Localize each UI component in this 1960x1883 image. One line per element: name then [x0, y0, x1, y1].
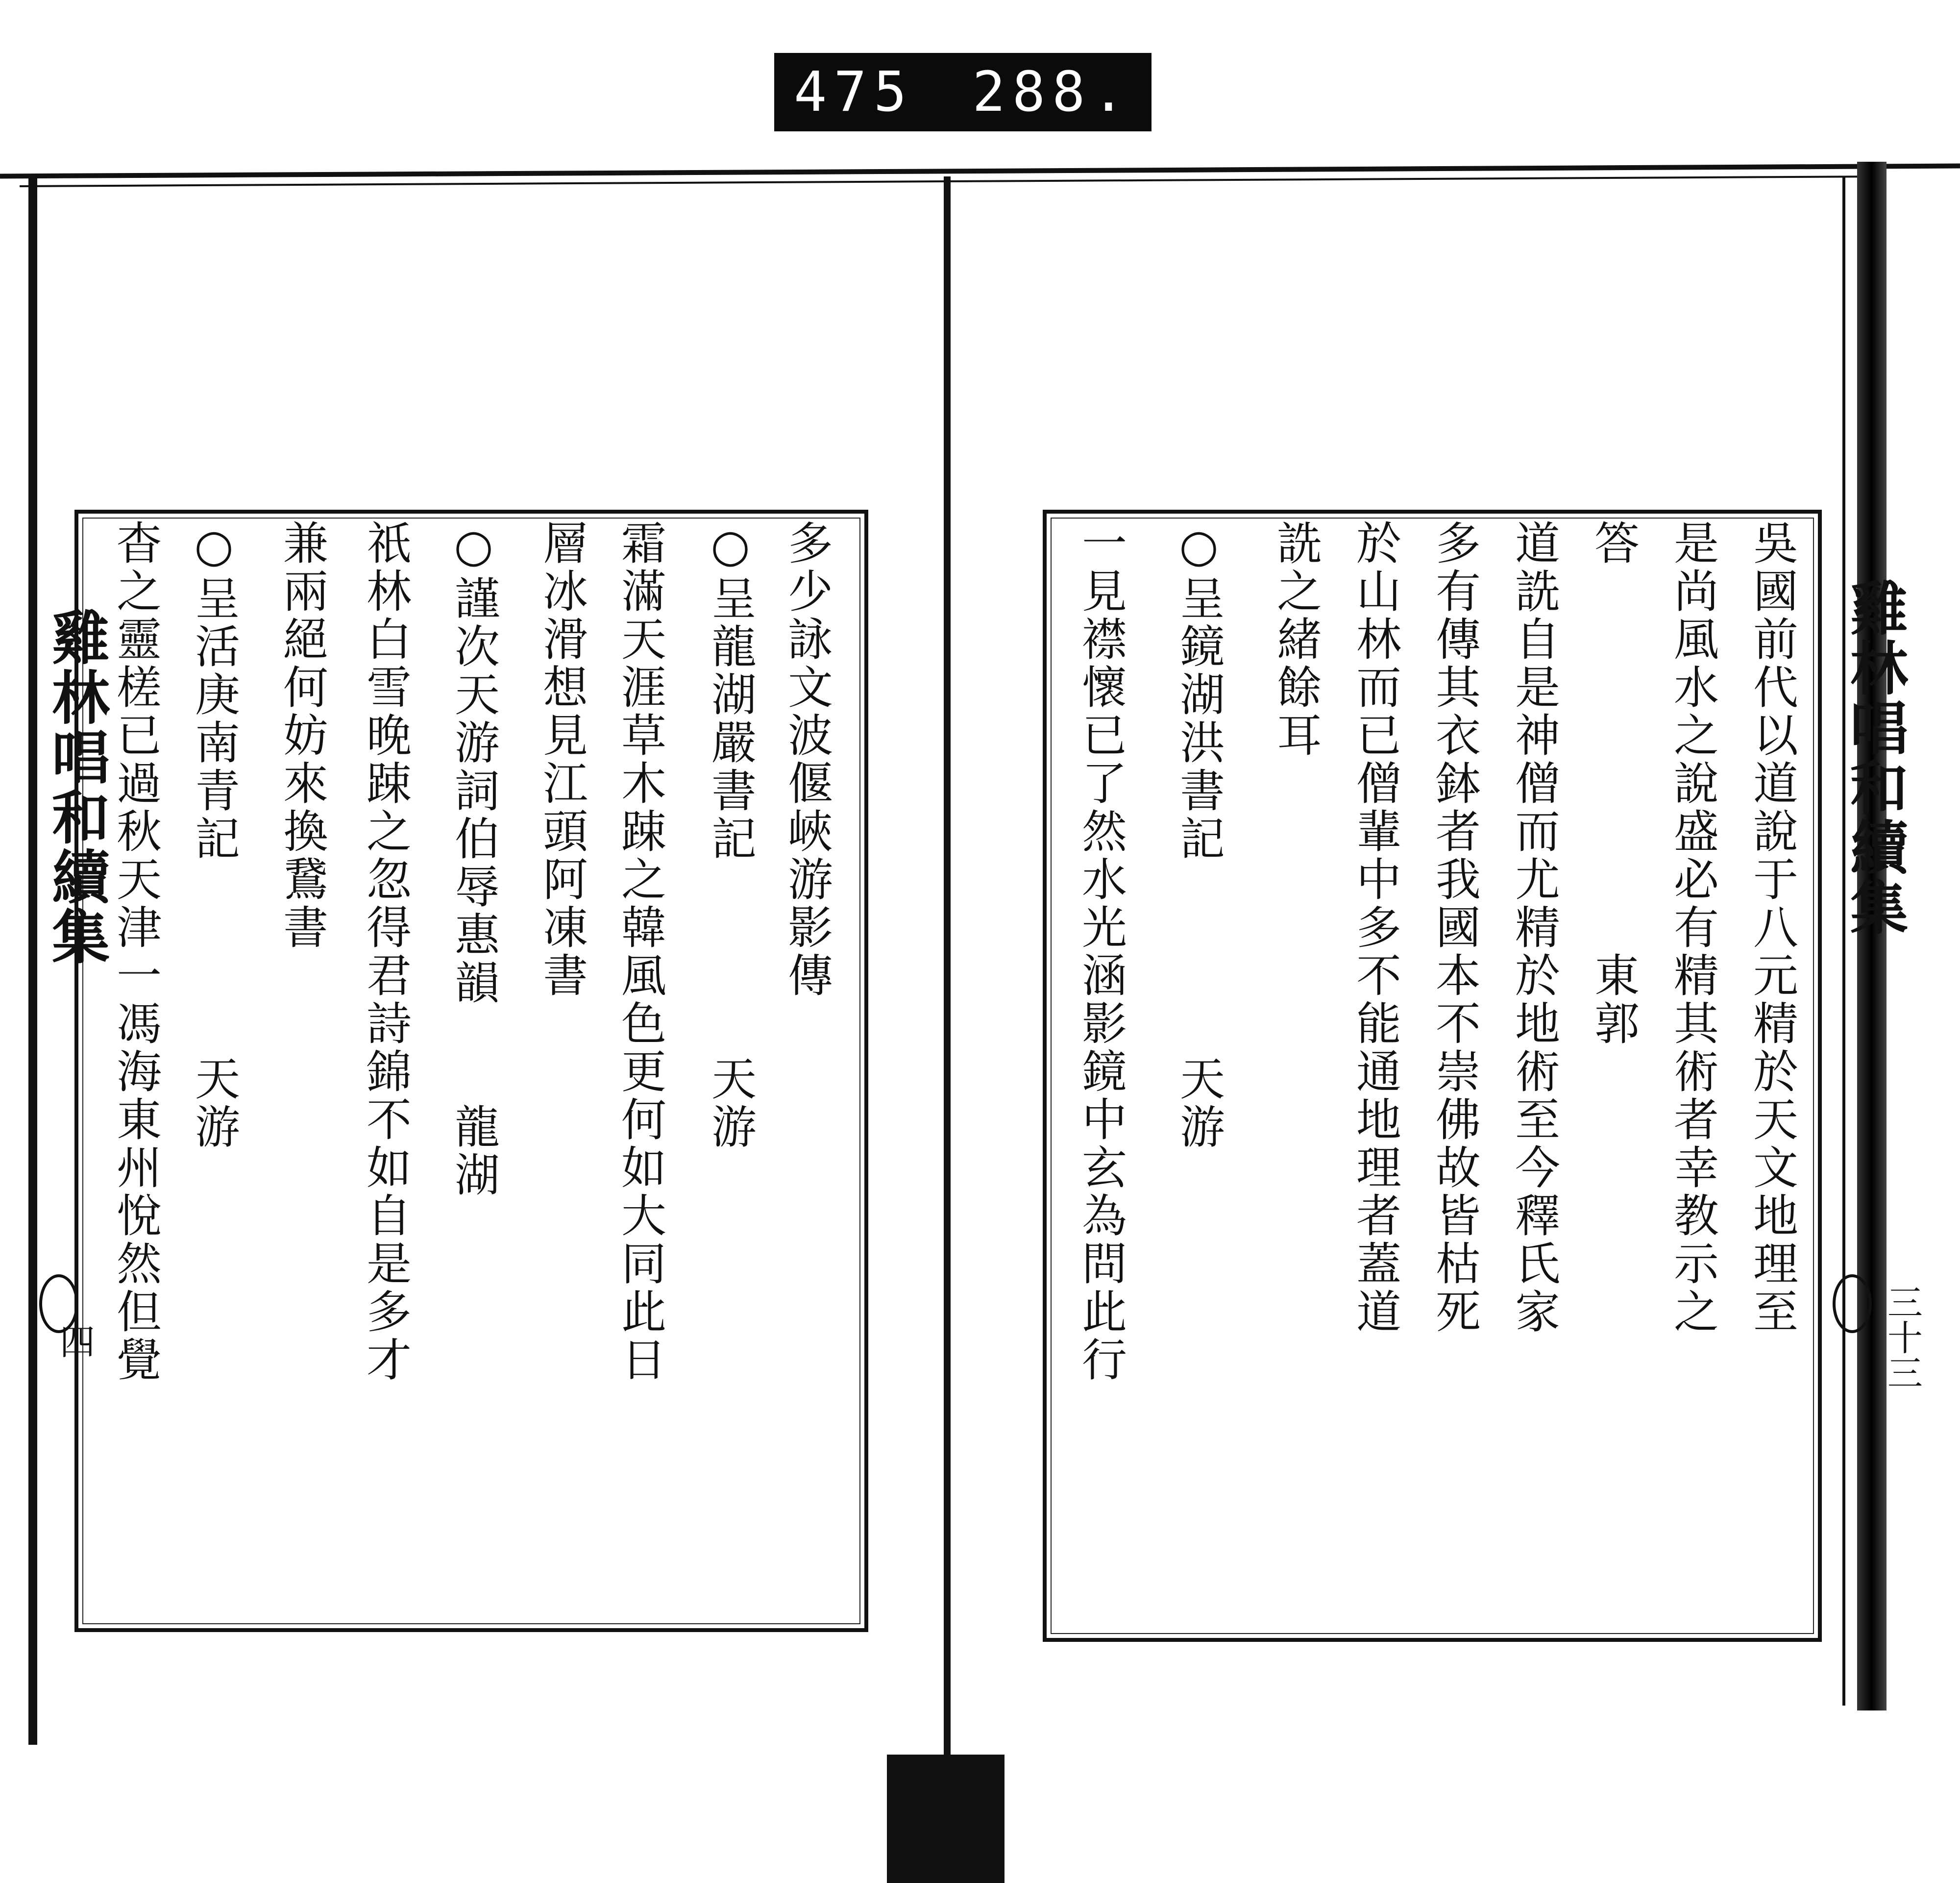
right-col-7: 詵之緒餘耳	[1270, 520, 1322, 760]
right-col-1: 吳國前代以道說于八元精於天文地理至	[1746, 520, 1798, 1336]
right-col-6: 於山林而已僧輩中多不能通地理者蓋道	[1349, 520, 1401, 1336]
left-col-6: 祇林白雪晚踈之忽得君詩錦不如自是多才	[359, 520, 412, 1384]
center-fold-line	[944, 176, 951, 1794]
archive-number-right: 288.	[972, 60, 1132, 124]
right-page-inner-edge	[1842, 176, 1845, 1706]
right-col-3: 答 東郭	[1587, 520, 1640, 1048]
right-margin-title: 雞林唱和續集	[1840, 578, 1909, 937]
left-col-3: 霜滿天涯草木踈之韓風色更何如大同此日	[614, 520, 666, 1384]
left-col-4: 層冰滑想見江頭阿凍書	[536, 520, 588, 1000]
left-col-1: 多少詠文波偃峽游影傳	[781, 520, 833, 1000]
right-col-4: 道詵自是神僧而尤精於地術至今釋氏家	[1508, 520, 1560, 1336]
right-folio-mark	[1833, 1274, 1872, 1333]
right-col-2: 是尚風水之說盛必有精其術者幸教示之	[1666, 520, 1719, 1336]
right-folio: 三十三	[1882, 1284, 1923, 1390]
left-col-2: ○呈龍湖嚴書記 天游	[704, 520, 757, 1151]
left-col-5: ○謹次天游詞伯辱惠韻 龍湖	[447, 520, 500, 1199]
top-binding-line-inner	[20, 175, 1882, 187]
left-col-7: 兼兩絕何妨來換鵞書	[276, 520, 328, 952]
right-col-8: ○呈鏡湖洪書記 天游	[1173, 520, 1225, 1151]
left-col-9: 杳之靈槎已過秋天津一馮海東州悅然但覺	[109, 520, 162, 1384]
right-col-5: 多有傳其衣鉢者我國本不崇佛故皆枯死	[1428, 520, 1481, 1336]
left-margin-title: 雞林唱和續集	[42, 608, 110, 966]
archive-number-left: 475	[794, 60, 914, 124]
right-col-9: 一見襟懷已了然水光涵影鏡中玄為問此行	[1075, 520, 1127, 1384]
center-fold-clip	[887, 1755, 1004, 1883]
left-col-8: ○呈活庚南青記 天游	[188, 520, 240, 1151]
left-folio: 四	[54, 1323, 95, 1359]
archive-label	[774, 53, 1152, 131]
